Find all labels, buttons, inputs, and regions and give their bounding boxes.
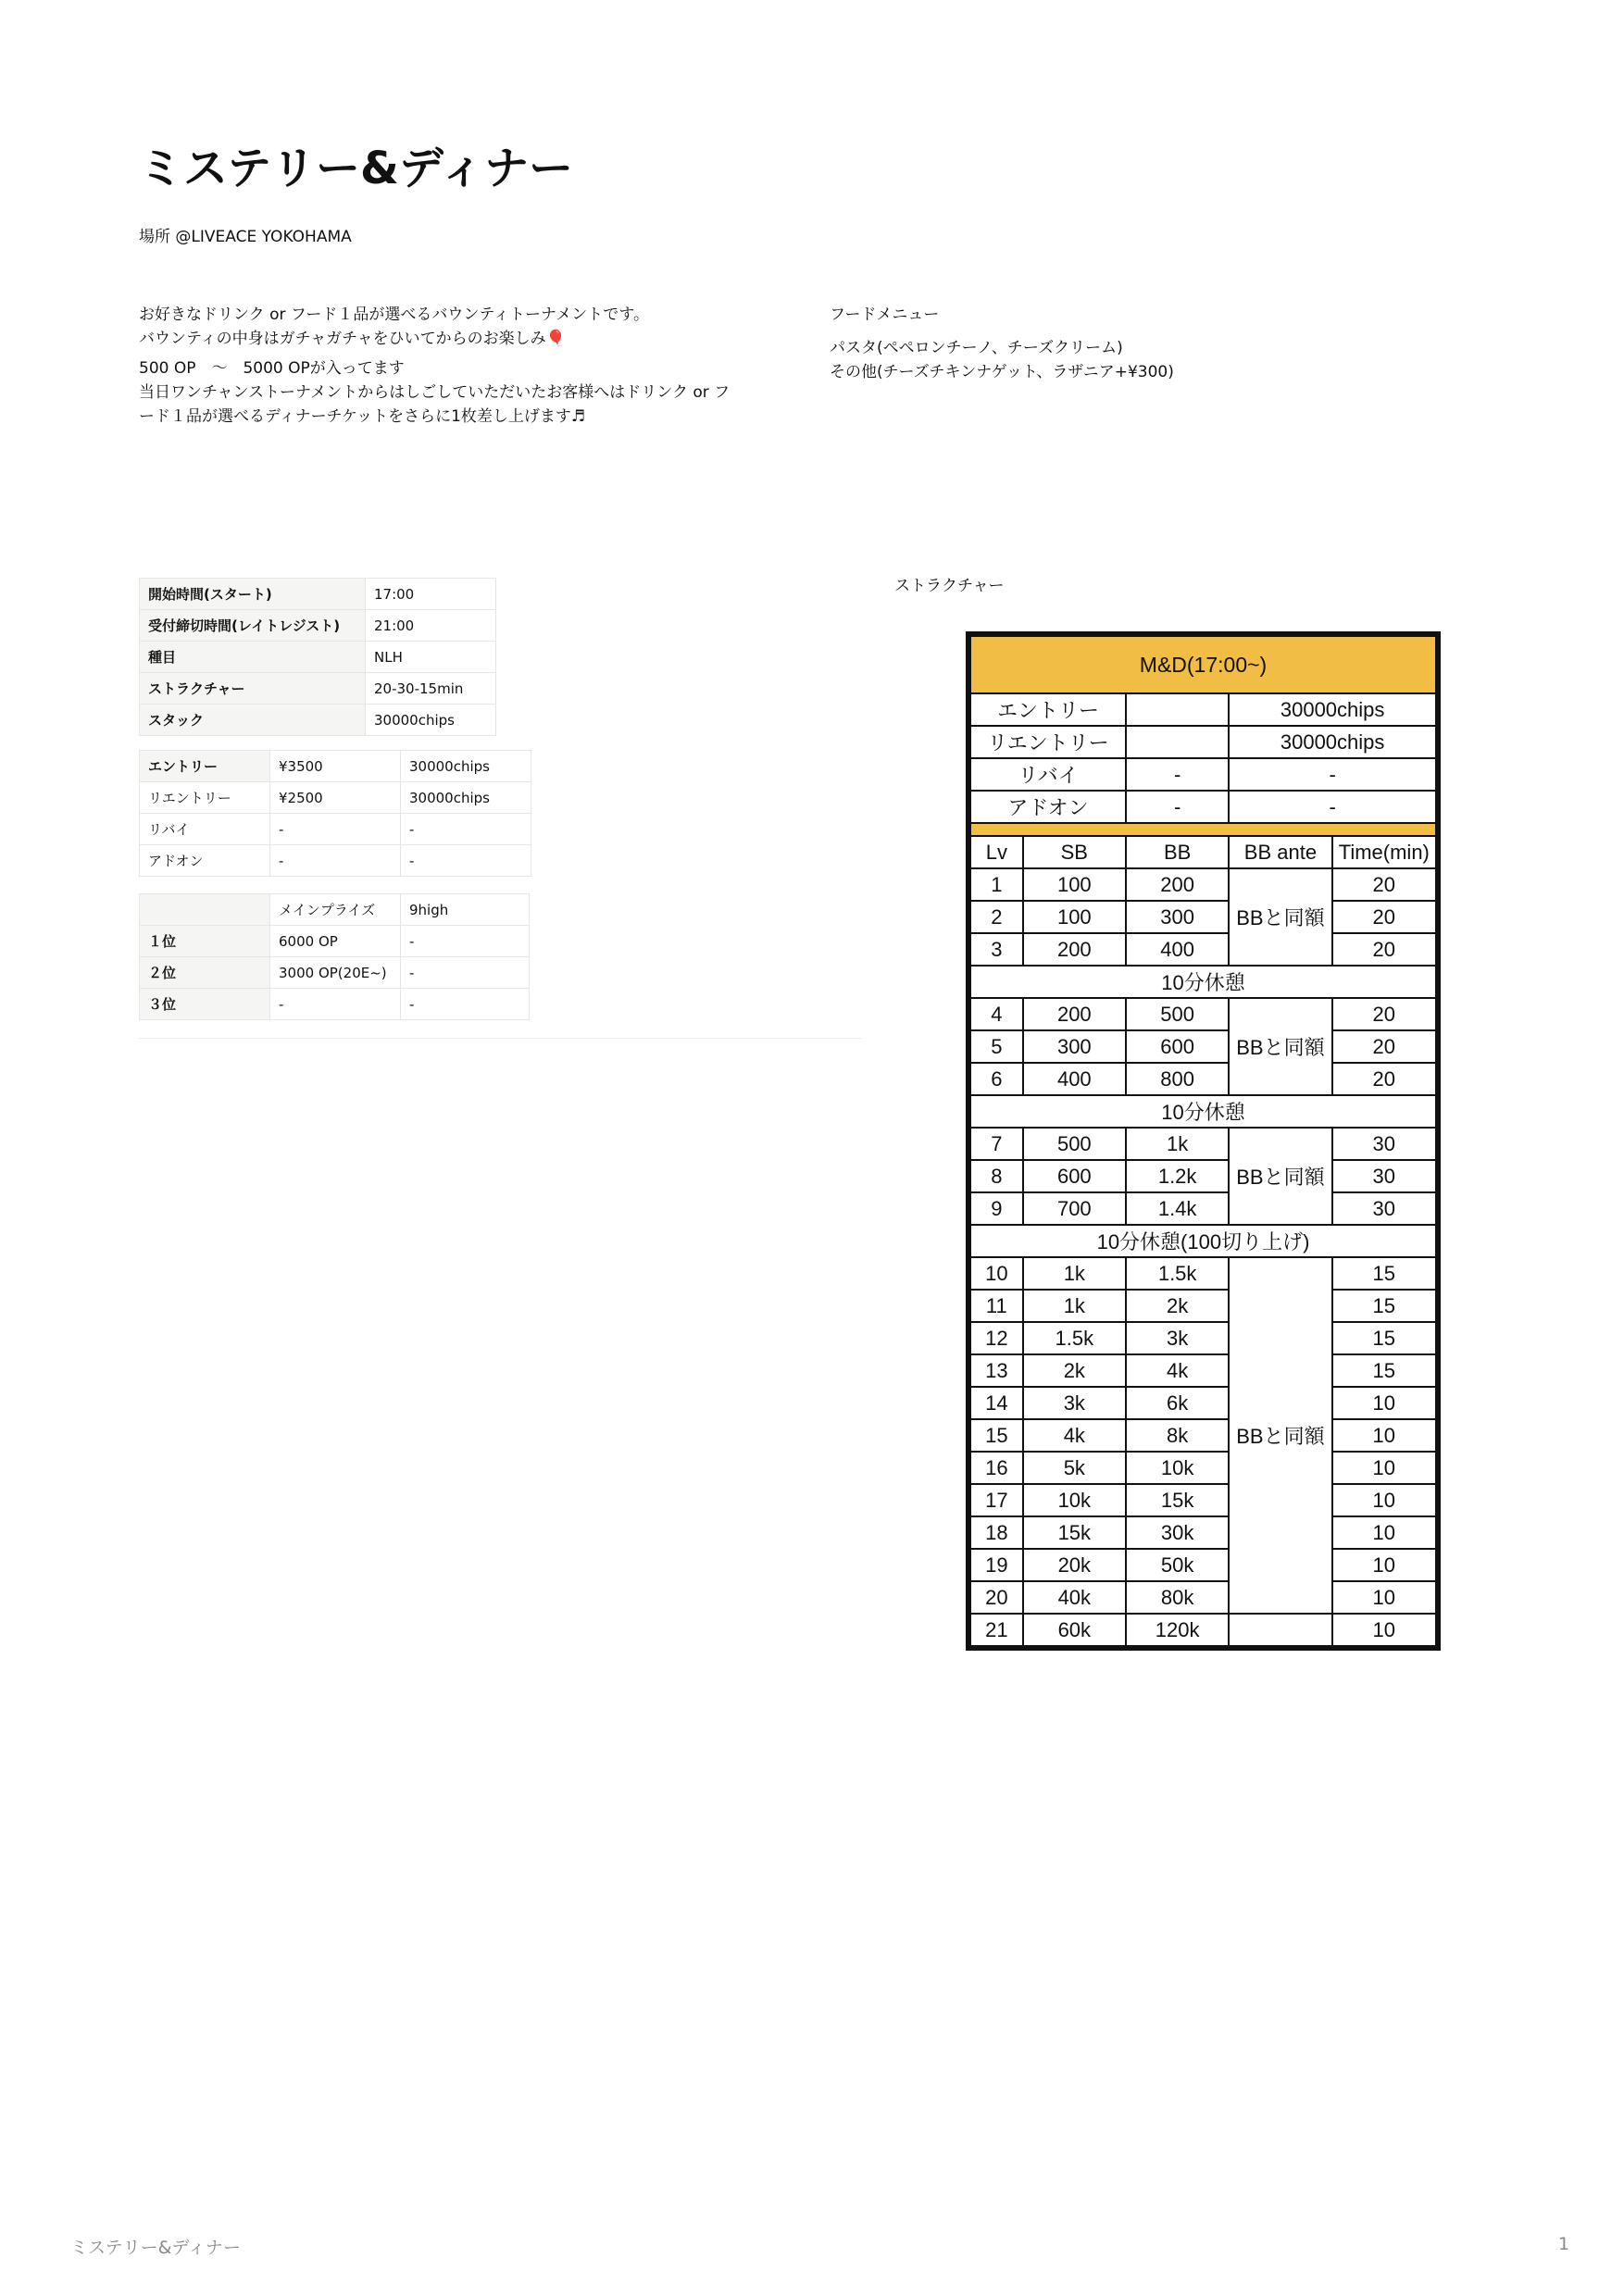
column-header: BB	[1126, 836, 1229, 868]
break-row: 10分休憩	[970, 1095, 1436, 1128]
table-row	[970, 636, 1436, 693]
entry-chips: 30000chips	[401, 782, 531, 814]
bb-ante: BBと同額	[1229, 1128, 1331, 1225]
structure-entry-label: エントリー	[970, 693, 1126, 726]
info-label: 開始時間(スタート)	[140, 579, 366, 610]
info-value: 17:00	[366, 579, 496, 610]
column-header: BB ante	[1229, 836, 1331, 868]
prize-high: -	[401, 989, 530, 1020]
level-time: 15	[1332, 1257, 1436, 1290]
column-header: Lv	[970, 836, 1023, 868]
small-blind: 600	[1023, 1160, 1126, 1192]
small-blind: 5k	[1023, 1452, 1126, 1484]
small-blind: 400	[1023, 1063, 1126, 1095]
level-number: 2	[970, 901, 1023, 933]
description-line: お好きなドリンク or フード１品が選べるバウンティトーナメントです。	[139, 306, 649, 324]
info-label: 種目	[140, 642, 366, 673]
level-time: 10	[1332, 1484, 1436, 1516]
prize-high: -	[401, 926, 530, 957]
big-blind: 600	[1126, 1030, 1229, 1063]
table-row	[970, 836, 1436, 868]
level-number: 3	[970, 933, 1023, 966]
description-line: バウンティの中身はガチャガチャをひいてからのお楽しみ🎈	[139, 330, 566, 348]
small-blind: 500	[1023, 1128, 1126, 1160]
small-blind: 300	[1023, 1030, 1126, 1063]
info-label: 受付締切時間(レイトレジスト)	[140, 610, 366, 642]
table-row	[970, 1322, 1436, 1354]
level-time: 10	[1332, 1614, 1436, 1646]
food-line: その他(チーズチキンナゲット、ラザニア+¥300)	[830, 363, 1174, 381]
small-blind: 40k	[1023, 1581, 1126, 1614]
big-blind: 1.4k	[1126, 1192, 1229, 1225]
level-time: 30	[1332, 1160, 1436, 1192]
break-row: 10分休憩(100切り上げ)	[970, 1225, 1436, 1257]
level-number: 14	[970, 1387, 1023, 1419]
prize-table	[139, 893, 530, 1020]
bb-ante-empty	[1229, 1614, 1331, 1646]
level-time: 30	[1332, 1128, 1436, 1160]
structure-heading: ストラクチャー	[894, 577, 1005, 595]
small-blind: 10k	[1023, 1484, 1126, 1516]
info-label: スタック	[140, 705, 366, 736]
description-line: 500 OP 〜 5000 OPが入ってます	[139, 359, 405, 378]
table-row	[970, 868, 1436, 901]
table-row	[970, 1452, 1436, 1484]
table-row	[970, 1354, 1436, 1387]
big-blind: 200	[1126, 868, 1229, 901]
level-time: 10	[1332, 1516, 1436, 1549]
level-time: 10	[1332, 1419, 1436, 1452]
prize-main: 3000 OP(20E~)	[270, 957, 401, 989]
prize-rank: ２位	[140, 957, 270, 989]
small-blind: 200	[1023, 998, 1126, 1030]
level-time: 20	[1332, 1063, 1436, 1095]
level-time: 20	[1332, 868, 1436, 901]
level-number: 19	[970, 1549, 1023, 1581]
table-row	[970, 901, 1436, 933]
prize-rank: １位	[140, 926, 270, 957]
page-title: ミステリー&ディナー	[139, 143, 574, 194]
big-blind: 10k	[1126, 1452, 1229, 1484]
prize-main: 6000 OP	[270, 926, 401, 957]
level-number: 6	[970, 1063, 1023, 1095]
structure-entry-a	[1126, 726, 1229, 758]
structure-entry-a: -	[1126, 758, 1229, 791]
info-label: ストラクチャー	[140, 673, 366, 705]
level-number: 7	[970, 1128, 1023, 1160]
table-row	[140, 989, 530, 1020]
structure-entry-label: リバイ	[970, 758, 1126, 791]
table-row	[970, 1484, 1436, 1516]
level-number: 15	[970, 1419, 1023, 1452]
level-time: 20	[1332, 901, 1436, 933]
table-row	[970, 758, 1436, 791]
small-blind: 20k	[1023, 1549, 1126, 1581]
table-row	[140, 814, 531, 845]
big-blind: 300	[1126, 901, 1229, 933]
table-row	[970, 1290, 1436, 1322]
big-blind: 500	[1126, 998, 1229, 1030]
table-row	[140, 673, 496, 705]
food-heading: フードメニュー	[830, 306, 940, 324]
bb-ante: BBと同額	[1229, 998, 1331, 1095]
table-row	[970, 1063, 1436, 1095]
table-row	[970, 1030, 1436, 1063]
footer-title: ミステリー&ディナー	[70, 2238, 241, 2258]
level-time: 10	[1332, 1581, 1436, 1614]
table-row	[970, 1257, 1436, 1290]
page-number: 1	[1558, 2234, 1570, 2254]
structure-entry-label: リエントリー	[970, 726, 1126, 758]
table-row	[140, 894, 530, 926]
food-menu	[830, 303, 1174, 384]
table-row	[970, 1419, 1436, 1452]
structure-table	[966, 631, 1441, 1651]
big-blind: 6k	[1126, 1387, 1229, 1419]
entry-price: -	[270, 845, 401, 877]
table-row	[140, 705, 496, 736]
level-number: 9	[970, 1192, 1023, 1225]
table-row	[970, 1192, 1436, 1225]
location-text: 場所 @LIVEACE YOKOHAMA	[139, 228, 352, 246]
level-number: 21	[970, 1614, 1023, 1646]
structure-entry-b: 30000chips	[1229, 726, 1436, 758]
info-value: NLH	[366, 642, 496, 673]
level-time: 20	[1332, 1030, 1436, 1063]
structure-entry-label: アドオン	[970, 791, 1126, 823]
level-number: 10	[970, 1257, 1023, 1290]
table-row	[140, 782, 531, 814]
bb-ante: BBと同額	[1229, 1257, 1331, 1614]
table-row	[140, 926, 530, 957]
entry-price: ¥2500	[270, 782, 401, 814]
structure-entry-b: 30000chips	[1229, 693, 1436, 726]
small-blind: 15k	[1023, 1516, 1126, 1549]
table-row	[140, 845, 531, 877]
table-row	[970, 1160, 1436, 1192]
level-number: 20	[970, 1581, 1023, 1614]
table-row	[140, 579, 496, 610]
level-time: 30	[1332, 1192, 1436, 1225]
level-number: 4	[970, 998, 1023, 1030]
description-line: 当日ワンチャンストーナメントからはしごしていただいたお客様へはドリンク or フ	[139, 383, 731, 402]
description-line: ード１品が選べるディナーチケットをさらに1枚差し上げます♬	[139, 407, 586, 426]
entry-label: アドオン	[140, 845, 270, 877]
small-blind: 2k	[1023, 1354, 1126, 1387]
prize-main: -	[270, 989, 401, 1020]
level-number: 12	[970, 1322, 1023, 1354]
color-band	[970, 823, 1436, 836]
info-value: 21:00	[366, 610, 496, 642]
table-row	[970, 823, 1436, 836]
level-time: 15	[1332, 1290, 1436, 1322]
small-blind: 60k	[1023, 1614, 1126, 1646]
level-time: 10	[1332, 1452, 1436, 1484]
table-row	[970, 791, 1436, 823]
food-line: パスタ(ペペロンチーノ、チーズクリーム)	[830, 339, 1123, 357]
big-blind: 1.2k	[1126, 1160, 1229, 1192]
table-row	[140, 610, 496, 642]
big-blind: 1.5k	[1126, 1257, 1229, 1290]
level-number: 5	[970, 1030, 1023, 1063]
info-value: 20-30-15min	[366, 673, 496, 705]
small-blind: 3k	[1023, 1387, 1126, 1419]
structure-entry-b: -	[1229, 791, 1436, 823]
entry-chips: -	[401, 845, 531, 877]
level-number: 8	[970, 1160, 1023, 1192]
entry-price: -	[270, 814, 401, 845]
level-number: 17	[970, 1484, 1023, 1516]
description	[139, 303, 806, 429]
small-blind: 200	[1023, 933, 1126, 966]
small-blind: 100	[1023, 868, 1126, 901]
table-row	[970, 1095, 1436, 1128]
level-time: 20	[1332, 933, 1436, 966]
small-blind: 4k	[1023, 1419, 1126, 1452]
prize-header	[140, 894, 270, 926]
big-blind: 800	[1126, 1063, 1229, 1095]
table-row	[140, 642, 496, 673]
structure-title: M&D(17:00~)	[970, 636, 1436, 693]
bb-ante: BBと同額	[1229, 868, 1331, 966]
big-blind: 4k	[1126, 1354, 1229, 1387]
table-row	[970, 726, 1436, 758]
table-row	[970, 933, 1436, 966]
entry-label: リエントリー	[140, 782, 270, 814]
table-row	[970, 1614, 1436, 1646]
level-number: 18	[970, 1516, 1023, 1549]
level-time: 20	[1332, 998, 1436, 1030]
structure-entry-a	[1126, 693, 1229, 726]
big-blind: 3k	[1126, 1322, 1229, 1354]
big-blind: 2k	[1126, 1290, 1229, 1322]
entry-chips: -	[401, 814, 531, 845]
small-blind: 1.5k	[1023, 1322, 1126, 1354]
break-row: 10分休憩	[970, 966, 1436, 998]
column-header: SB	[1023, 836, 1126, 868]
prize-high: -	[401, 957, 530, 989]
table-row	[970, 966, 1436, 998]
table-row	[970, 998, 1436, 1030]
table-row	[970, 1387, 1436, 1419]
structure-entry-b: -	[1229, 758, 1436, 791]
entry-chips: 30000chips	[401, 751, 531, 782]
level-number: 16	[970, 1452, 1023, 1484]
info-value: 30000chips	[366, 705, 496, 736]
big-blind: 50k	[1126, 1549, 1229, 1581]
structure-entry-a: -	[1126, 791, 1229, 823]
level-time: 10	[1332, 1549, 1436, 1581]
entry-label: リバイ	[140, 814, 270, 845]
column-header: Time(min)	[1332, 836, 1436, 868]
level-time: 15	[1332, 1354, 1436, 1387]
big-blind: 1k	[1126, 1128, 1229, 1160]
level-number: 1	[970, 868, 1023, 901]
small-blind: 1k	[1023, 1257, 1126, 1290]
table-row	[970, 1549, 1436, 1581]
table-row	[970, 1128, 1436, 1160]
entry-label: エントリー	[140, 751, 270, 782]
table-row	[970, 1225, 1436, 1257]
level-number: 13	[970, 1354, 1023, 1387]
small-blind: 100	[1023, 901, 1126, 933]
big-blind: 8k	[1126, 1419, 1229, 1452]
entry-table	[139, 750, 531, 877]
big-blind: 120k	[1126, 1614, 1229, 1646]
level-time: 10	[1332, 1387, 1436, 1419]
big-blind: 80k	[1126, 1581, 1229, 1614]
info-table	[139, 578, 496, 736]
prize-header: メインプライズ	[270, 894, 401, 926]
level-number: 11	[970, 1290, 1023, 1322]
table-row	[970, 1581, 1436, 1614]
big-blind: 15k	[1126, 1484, 1229, 1516]
table-row	[140, 957, 530, 989]
entry-price: ¥3500	[270, 751, 401, 782]
prize-rank: ３位	[140, 989, 270, 1020]
big-blind: 400	[1126, 933, 1229, 966]
level-time: 15	[1332, 1322, 1436, 1354]
prize-header: 9high	[401, 894, 530, 926]
table-row	[970, 1516, 1436, 1549]
small-blind: 1k	[1023, 1290, 1126, 1322]
table-row	[140, 751, 531, 782]
big-blind: 30k	[1126, 1516, 1229, 1549]
small-blind: 700	[1023, 1192, 1126, 1225]
divider	[139, 1038, 861, 1039]
table-row	[970, 693, 1436, 726]
